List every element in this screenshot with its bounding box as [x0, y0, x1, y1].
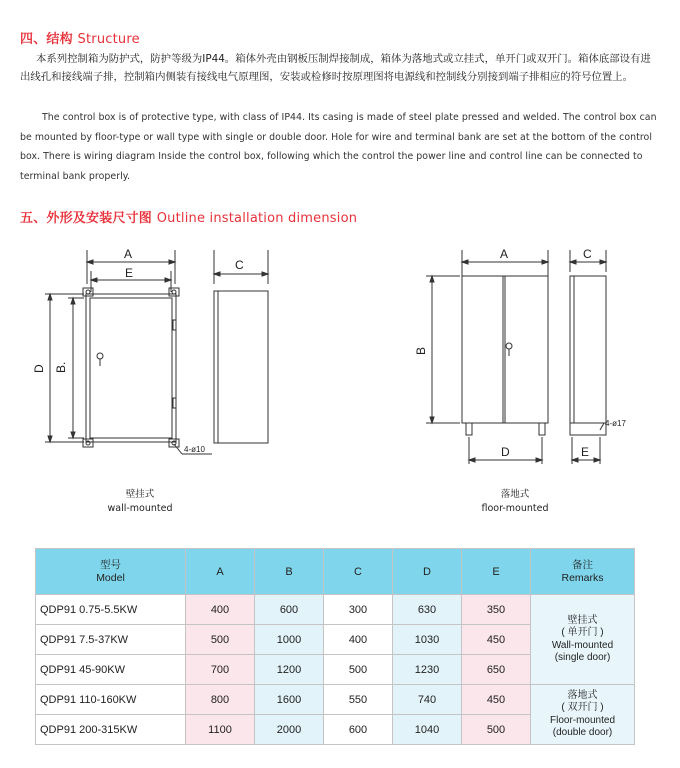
wall-dim-a-label: A [124, 247, 133, 261]
wall-hole-label: 4-ø10 [184, 445, 205, 454]
floor-mounted-drawing [400, 236, 640, 476]
header-a: A [186, 549, 255, 595]
cell-b: 1000 [255, 625, 324, 655]
header-remarks-cn: 备注 [572, 558, 593, 571]
row-model: QDP91 45-90KW [36, 655, 186, 685]
structure-paragraph-en: The control box is of protective type, with class of IP44. Its casing is made of steel plate pressed and welded. The control box can be mounted by floor-type or wall type with single or double door. Hole for wire and terminal bank are set at the bottom of the control box. There is wiring diagram Inside the control box, following which the control the power line and control line can be connected to terminal bank properly. [20, 112, 657, 182]
cell-c: 300 [324, 595, 393, 625]
cell-e: 500 [462, 715, 531, 745]
cell-a: 700 [186, 655, 255, 685]
floor-dim-b-label: B [414, 346, 428, 355]
cell-e: 450 [462, 625, 531, 655]
cell-e: 650 [462, 655, 531, 685]
table-header-row [36, 549, 635, 595]
cell-c: 500 [324, 655, 393, 685]
cell-d: 1230 [393, 655, 462, 685]
wall-dim-b-label: B. [54, 361, 68, 373]
row-model: QDP91 7.5-37KW [36, 625, 186, 655]
floor-caption-en: floor-mounted [481, 503, 549, 514]
remarks-floor-l3: Floor-mounted [549, 714, 616, 726]
remarks-floor [531, 685, 635, 745]
cell-c: 550 [324, 685, 393, 715]
cell-e: 350 [462, 595, 531, 625]
cell-b: 1600 [255, 685, 324, 715]
header-d: D [393, 549, 462, 595]
cell-d: 630 [393, 595, 462, 625]
header-model-en: Model [96, 571, 125, 584]
remarks-wall [531, 595, 635, 685]
header-remarks [531, 549, 635, 595]
row-model: QDP91 110-160KW [36, 685, 186, 715]
header-c: C [324, 549, 393, 595]
header-remarks-en: Remarks [561, 571, 604, 584]
remarks-floor-l2: ( 双开门 ) [561, 702, 604, 713]
remarks-floor-l1: 落地式 [567, 689, 598, 701]
remarks-wall-l3: Wall-mounted [551, 639, 614, 651]
wall-dim-e-label: E [125, 266, 134, 280]
section-dimension-title [20, 207, 357, 226]
header-b: B [255, 549, 324, 595]
remarks-wall-l1: 壁挂式 [567, 614, 598, 626]
row-model: QDP91 0.75-5.5KW [36, 595, 186, 625]
remarks-wall-l4: (single door) [554, 652, 611, 663]
wall-mounted-drawing [20, 236, 300, 466]
cell-b: 2000 [255, 715, 324, 745]
row-model: QDP91 200-315KW [36, 715, 186, 745]
section-structure-title [20, 28, 140, 47]
dimension-table [35, 548, 635, 745]
cell-a: 1100 [186, 715, 255, 745]
remarks-wall-l2: ( 单开门 ) [561, 627, 604, 638]
header-model [36, 549, 186, 595]
cell-d: 740 [393, 685, 462, 715]
wall-dim-c-label: C [235, 258, 244, 272]
floor-dim-e-label: E [581, 445, 590, 459]
section-dimension-title-cn: 五、外形及安装尺寸图 [20, 211, 153, 226]
section-structure-title-cn: 四、结构 [20, 32, 73, 47]
cell-b: 1200 [255, 655, 324, 685]
cell-b: 600 [255, 595, 324, 625]
wall-caption [80, 488, 200, 516]
header-model-cn: 型号 [100, 558, 121, 571]
section-dimension-title-en: Outline installation dimension [156, 211, 358, 226]
cell-a: 800 [186, 685, 255, 715]
floor-caption-cn: 落地式 [500, 489, 530, 500]
floor-caption [455, 488, 575, 516]
section-structure-title-en: Structure [77, 32, 140, 47]
cell-c: 600 [324, 715, 393, 745]
floor-dim-c-label: C [583, 247, 592, 261]
cell-c: 400 [324, 625, 393, 655]
floor-dim-d-label: D [501, 445, 510, 459]
cell-a: 500 [186, 625, 255, 655]
structure-paragraph-cn: 本系列控制箱为防护式，防护等级为IP44。箱体外壳由钢板压制焊接制成，箱体为落地式或立挂式，单开门或双开门。箱体底部设有进出线孔和接线端子排，控制箱内侧装有接线电气原理图，安装或检修时按原理图将电源线和控制线分别接到端子排相应的符号位置上。 [20, 53, 651, 83]
cell-e: 450 [462, 685, 531, 715]
wall-caption-cn: 壁挂式 [125, 489, 155, 500]
table-row [36, 685, 635, 715]
wall-dim-d-label: D [32, 364, 46, 373]
cell-d: 1030 [393, 625, 462, 655]
floor-hole-label: 4-ø17 [605, 419, 626, 428]
table-row [36, 595, 635, 625]
header-e: E [462, 549, 531, 595]
remarks-floor-l4: (double door) [552, 727, 613, 738]
cell-d: 1040 [393, 715, 462, 745]
cell-a: 400 [186, 595, 255, 625]
wall-caption-en: wall-mounted [107, 503, 173, 514]
floor-dim-a-label: A [500, 247, 509, 261]
